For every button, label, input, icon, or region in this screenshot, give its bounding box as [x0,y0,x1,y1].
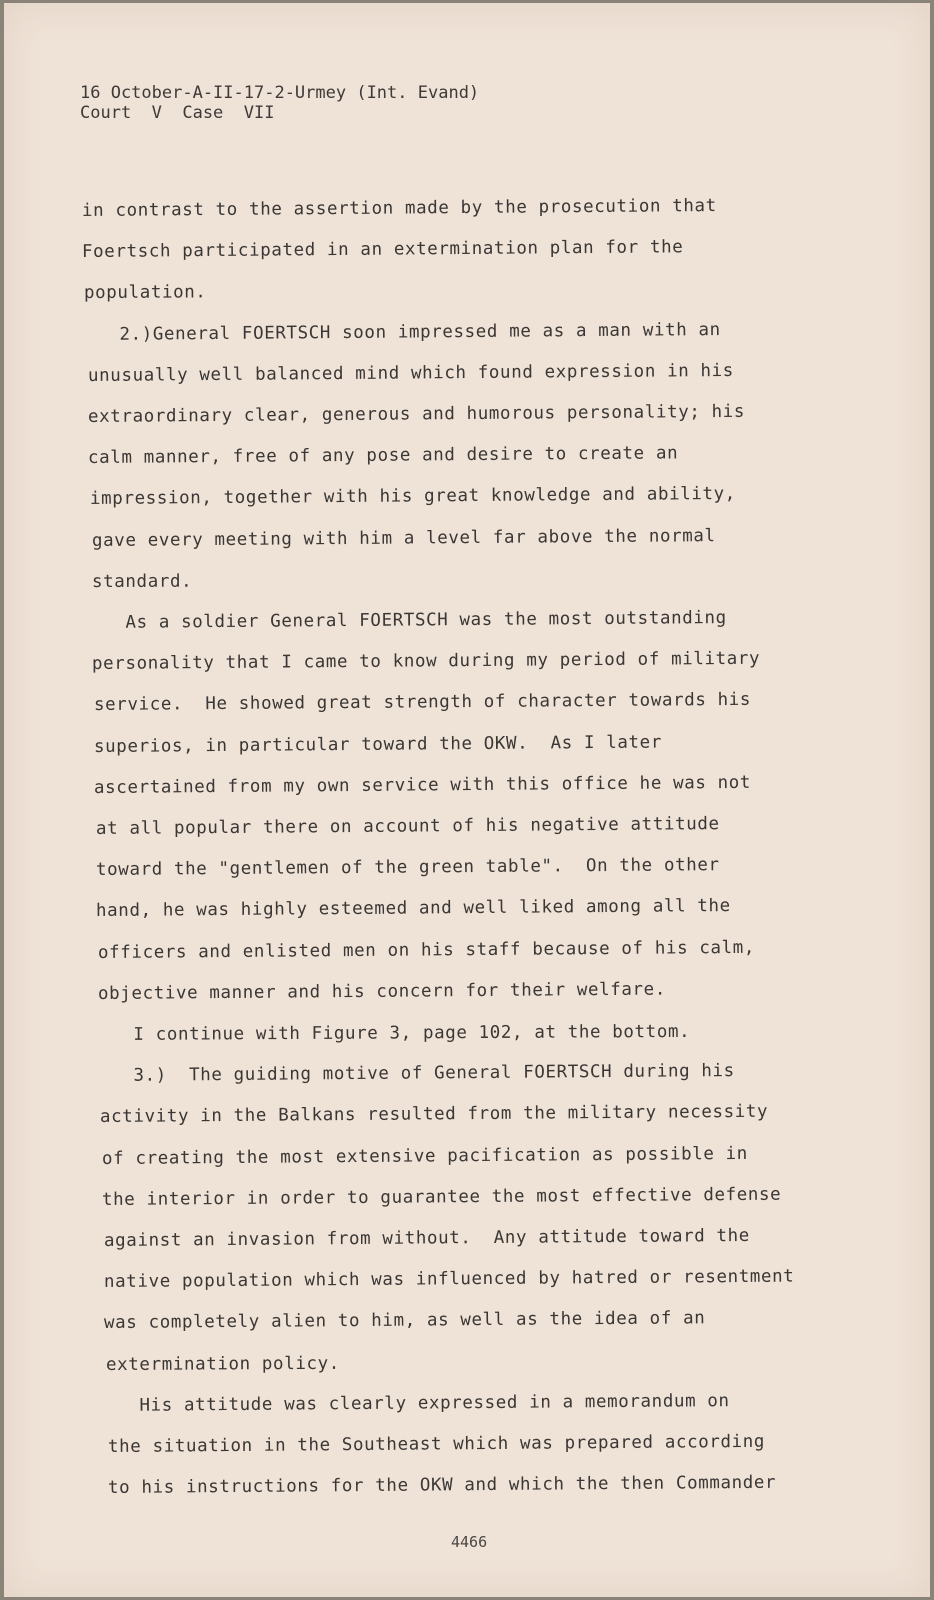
body-text-line: I continue with Figure 3, page 102, at the bottom. [99,1021,691,1045]
body-text-line: impression, together with his great knowledge and ability, [89,484,736,510]
body-text-line: the interior in order to guarantee the most effective defense [101,1184,782,1210]
body-text-line: extraordinary clear, generous and humorous personality; his [87,401,746,427]
body-text-line: extermination policy. [105,1353,340,1375]
body-text-line: against an invasion from without. Any attitude toward the [103,1225,750,1251]
body-text-line: 3.) The guiding motive of General FOERTSCH during his [99,1061,735,1087]
body-text-line: native population which was influenced by hatred or resentment [103,1266,795,1293]
body-text-line: officers and enlisted men on his staff because of his calm, [97,937,756,963]
body-text-line: service. He showed great strength of character towards his [93,690,752,716]
body-text-line: was completely alien to him, as well as the idea of an [103,1308,706,1334]
body-text-line: His attitude was clearly expressed in a memorandum on [105,1390,730,1416]
body-text-line: objective manner and his concern for their welfare. [97,979,666,1004]
body-text-line: at all popular there on account of his negative attitude [95,814,720,839]
body-text-line: standard. [91,571,193,592]
body-text-line: calm manner, free of any pose and desire to create an [87,443,679,469]
body-text-line: 2.)General FOERTSCH soon impressed me as a man with an [85,319,721,345]
body-text-line: to his instructions for the OKW and which the then Commander [107,1472,777,1499]
body-text-line: of creating the most extensive pacification as possible in [101,1143,748,1169]
body-text-line: superios, in particular toward the OKW. As I later [93,732,662,757]
document-body [4,3,930,1597]
body-text-line: the situation in the Southeast which was prepared according [107,1431,766,1457]
body-text-line: ascertained from my own service with this office he was not [93,772,752,798]
body-text-line: in contrast to the assertion made by the prosecution that [81,196,717,221]
body-text-line: hand, he was highly esteemed and well liked among all the [95,896,731,922]
body-text-line: toward the "gentlemen of the green table". On the other [95,855,720,881]
header-court-line: Court V Case VII [80,103,275,123]
body-text-line: activity in the Balkans resulted from the military necessity [99,1102,769,1128]
body-text-line: As a soldier General FOERTSCH was the most outstanding [91,608,727,633]
body-text-line: personality that I came to know during my period of military [91,648,761,675]
body-text-line: unusually well balanced mind which found expression in his [87,360,734,386]
header-session-line: 16 October-A-II-17-2-Urmey (Int. Evand) [80,83,480,103]
body-text-line: gave every meeting with him a level far above the normal [91,525,716,551]
page-number: 4466 [451,1533,488,1551]
body-text-line: Foertsch participated in an extermination plan for the [81,237,684,263]
body-text-line: population. [83,282,207,304]
document-page [4,3,930,1597]
